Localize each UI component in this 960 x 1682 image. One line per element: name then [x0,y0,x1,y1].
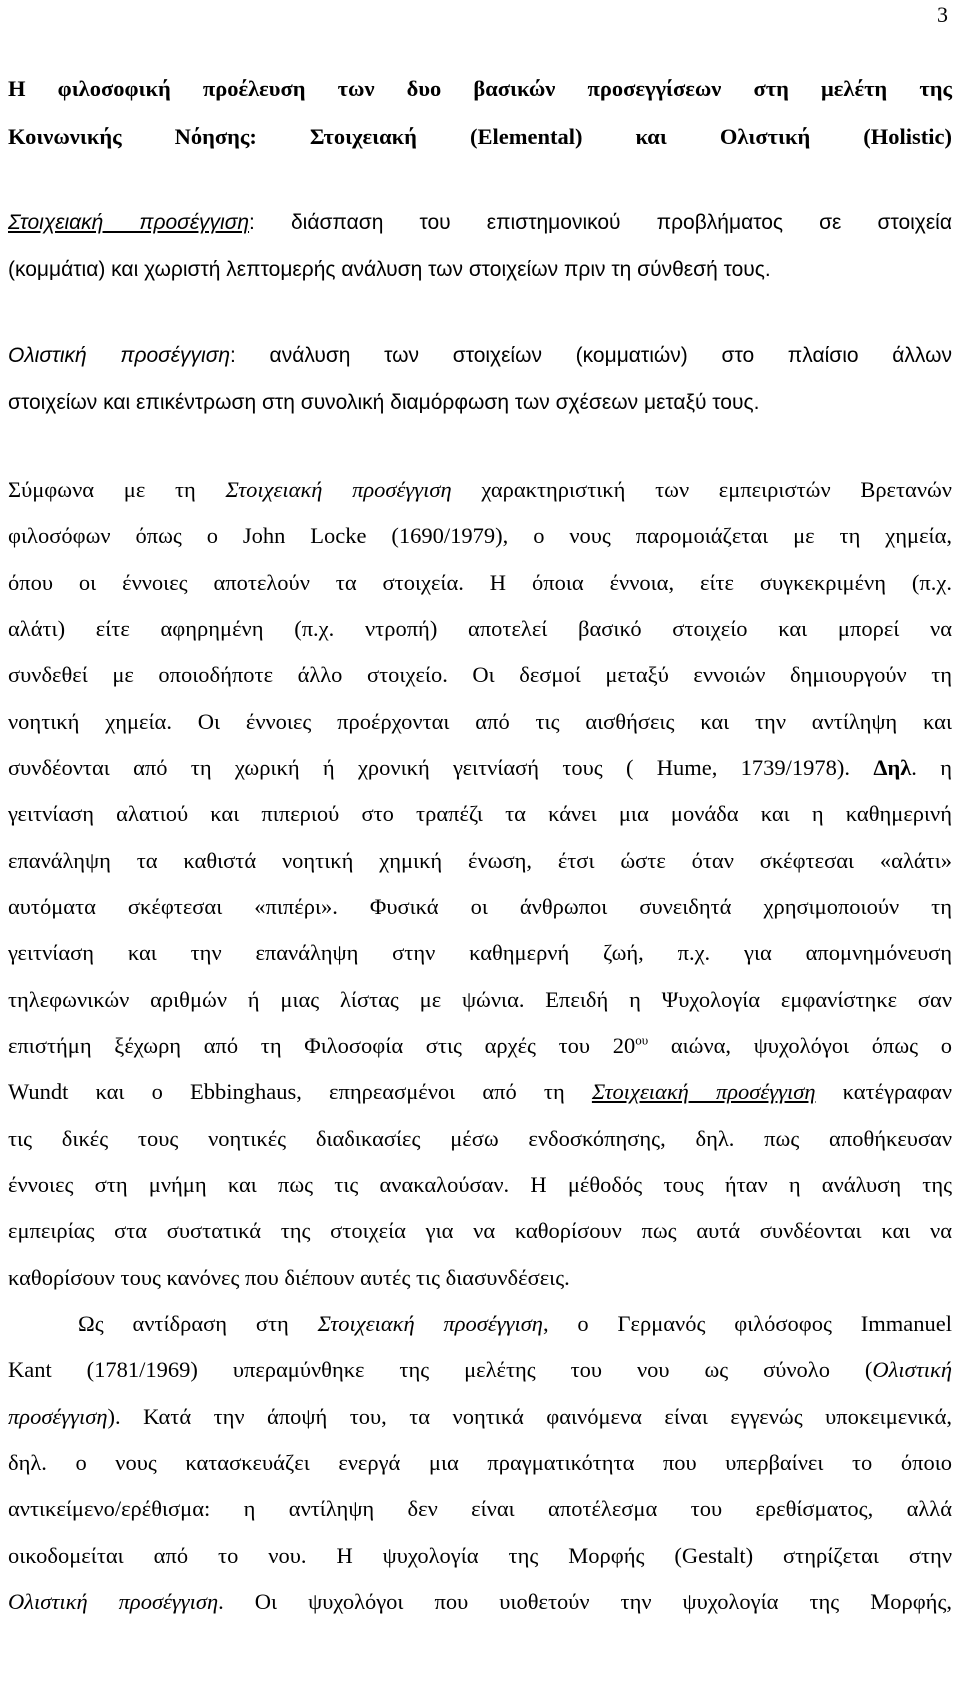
paragraph-1-line-16: έννοιες στη μνήμη και πως τις ανακαλούσαν. Η μέθοδός τους ήταν η ανάλυση της [8,1172,952,1197]
paragraph-1-line-18: καθορίσουν τους κανόνες που διέπουν αυτές τις διασυνδέσεις. [8,1265,570,1290]
paragraph-1-line-13: επιστήμη ξέχωρη από τη Φιλοσοφία στις αρχές του $20^{o\upsilon}$ αιώνα, ψυχολόγοι όπως ο [8,1032,952,1058]
definition-elemental-line-1: Στοιχειακή προσέγγιση: διάσπαση του επιστημονικού προβλήματος σε στοιχεία [8,211,952,234]
paragraph-2-line-4: δηλ. ο νους κατασκευάζει ενεργά μια πραγματικότητα που υπερβαίνει το όποιο [8,1450,952,1475]
paragraph-1-line-5: συνδεθεί με οποιοδήποτε άλλο στοιχείο. Οι δεσμοί μεταξύ εννοιών δημιουργούν τη [8,662,952,687]
paragraph-1-line-3: όπου οι έννοιες αποτελούν τα στοιχεία. Η όποια έννοια, είτε συγκεκριμένη (π.χ. [8,570,952,595]
paragraph-1-line-4: αλάτι) είτε αφηρημένη (π.χ. ντροπή) αποτελεί βασικό στοιχείο και μπορεί να [8,616,952,641]
paragraph-2-line-1: Ως αντίδραση στη Στοιχειακή προσέγγιση, ο Γερμανός φιλόσοφος Immanuel [78,1311,953,1336]
elemental-term: Στοιχειακή προσέγγιση [8,211,250,234]
paragraph-2-line-7: Ολιστική προσέγγιση. Οι ψυχολόγοι που υιοθετούν την ψυχολογία της Μορφής, [8,1589,952,1614]
paragraph-1-line-8: γειτνίαση αλατιού και πιπεριού στο τραπέζι τα κάνει μια μονάδα και η καθημερινή [8,801,952,826]
section-heading-line-1: Η φιλοσοφική προέλευση των δυο βασικών προσεγγίσεων στη μελέτη της [8,76,952,101]
paragraph-1-line-9: επανάληψη τα καθιστά νοητική χημική ένωση, έτσι ώστε όταν σκέφτεσαι «αλάτι» [8,848,952,873]
paragraph-1-line-1: Σύμφωνα με τη Στοιχειακή προσέγγιση χαρακτηριστική των εμπειριστών Βρετανών [8,477,952,502]
paragraph-1-line-7: συνδέονται από τη χωρική ή χρονική γειτνίασή τους ( Hume, 1739/1978). Δηλ. η [8,755,952,780]
paragraph-1-line-14: Wundt και ο Ebbinghaus, επηρεασμένοι από τη Στοιχειακή προσέγγιση κατέγραφαν [8,1079,952,1104]
paragraph-1-line-10: αυτόματα σκέφτεσαι «πιπέρι». Φυσικά οι άνθρωποι συνειδητά χρησιμοποιούν τη [8,894,952,919]
paragraph-1-line-2: φιλοσόφων όπως ο John Locke (1690/1979), ο νους παρομοιάζεται με τη χημεία, [8,523,952,548]
paragraph-1-line-12: τηλεφωνικών αριθμών ή μιας λίστας με ψώνια. Επειδή η Ψυχολογία εμφανίστηκε σαν [8,987,952,1012]
paragraph-1-line-17: εμπειρίας στα συστατικά της στοιχεία για να καθορίσουν πως αυτά συνδέονται και να [8,1218,952,1243]
definition-elemental-line-2: (κομμάτια) και χωριστή λεπτομερής ανάλυση των στοιχείων πριν τη σύνθεσή τους. [8,258,771,281]
section-heading-line-2: Κοινωνικής Νόησης: Στοιχειακή (Elemental) και Ολιστική (Holistic) [8,124,952,149]
definition-holistic-line-1: Ολιστική προσέγγιση: ανάλυση των στοιχείων (κομματιών) στο πλαίσιο άλλων [8,344,953,367]
definition-holistic-line-2: στοιχείων και επικέντρωση στη συνολική διαμόρφωση των σχέσεων μεταξύ τους. [8,391,760,414]
paragraph-2-line-6: οικοδομείται από το νου. Η ψυχολογία της Μορφής (Gestalt) στηρίζεται στην [8,1543,952,1568]
page-number: 3 [937,2,948,27]
paragraph-2-line-2: Kant (1781/1969) υπεραμύνθηκε της μελέτης του νου ως σύνολο (Ολιστική [8,1357,952,1382]
holistic-term: Ολιστική προσέγγιση [8,344,231,367]
paragraph-1-line-11: γειτνίαση και την επανάληψη στην καθημερνή ζωή, π.χ. για απομνημόνευση [8,940,952,965]
paragraph-1-line-6: νοητική χημεία. Οι έννοιες προέρχονται από τις αισθήσεις και την αντίληψη και [8,709,952,734]
paragraph-1-line-15: τις δικές τους νοητικές διαδικασίες μέσω ενδοσκόπησης, δηλ. πως αποθήκευσαν [8,1126,952,1151]
paragraph-2-line-5: αντικείμενο/ερέθισμα: η αντίληψη δεν είναι αποτέλεσμα του ερεθίσματος, αλλά [8,1496,952,1521]
paragraph-2-line-3: προσέγγιση). Κατά την άποψή του, τα νοητικά φαινόμενα είναι εγγενώς υποκειμενικά, [8,1404,952,1429]
